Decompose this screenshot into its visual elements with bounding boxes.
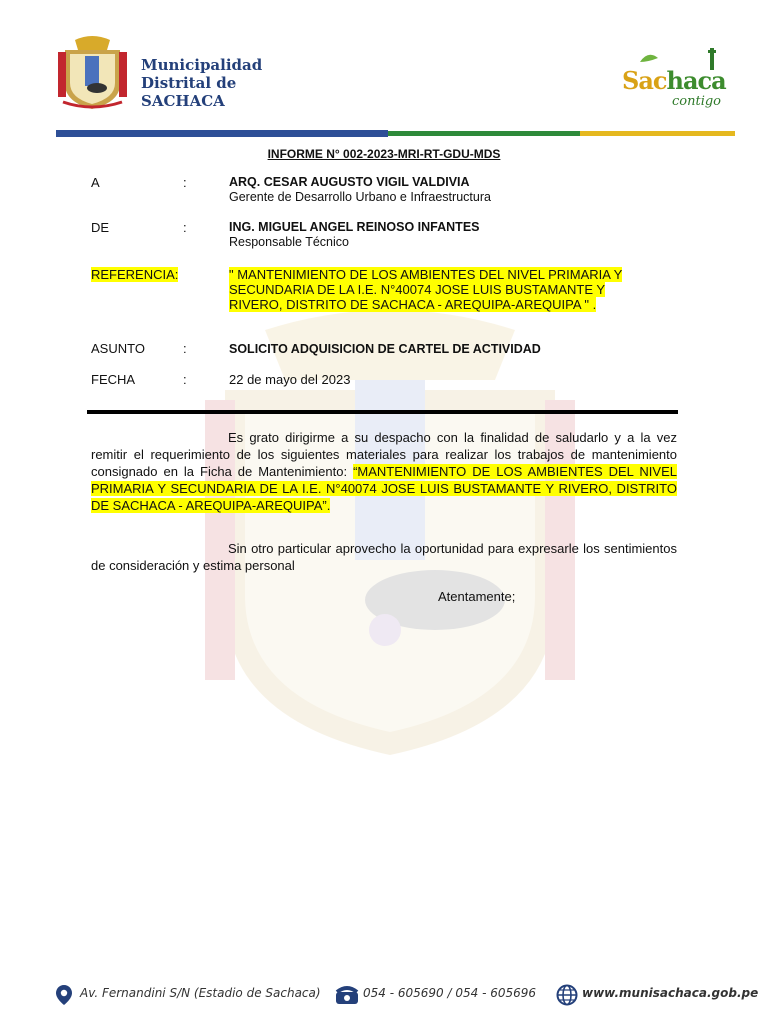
location-pin-icon: [53, 984, 75, 1006]
body-paragraph-1-text: Es grato dirigirme a su despacho con la finalidad de saludarlo y a la vez remitir el requerimiento de los siguientes materiales para realizar los trabajos de mantenimiento consignado en la Ficha de Mantenimiento:: [91, 430, 677, 479]
reference-line-1: " MANTENIMIENTO DE LOS AMBIENTES DEL NIVEL PRIMARIA Y: [229, 267, 623, 282]
globe-icon: [556, 984, 578, 1006]
subject-colon: :: [183, 341, 187, 356]
brand-wordmark: [622, 66, 726, 95]
watermark-crest: [205, 300, 575, 760]
from-block: [229, 220, 480, 250]
closing-text: Atentamente;: [438, 589, 516, 604]
header-stripe-green: [388, 131, 580, 136]
municipality-name-line2: Distrital de: [141, 74, 237, 92]
header-stripe-yellow: [580, 131, 735, 136]
to-position: Gerente de Desarrollo Urbano e Infraestructura: [229, 190, 491, 204]
body-paragraph-1: [91, 429, 677, 514]
header-stripe-blue: [56, 130, 388, 137]
to-label: A: [91, 175, 100, 190]
telephone-icon: [334, 984, 360, 1006]
footer-website[interactable]: www.munisachaca.gob.pe: [582, 986, 759, 1000]
date-colon: :: [183, 372, 187, 387]
brand-wordmark-part2: haca: [666, 66, 726, 95]
from-name: ING. MIGUEL ANGEL REINOSO INFANTES: [229, 220, 480, 234]
from-colon: :: [183, 220, 187, 235]
to-colon: :: [183, 175, 187, 190]
reference-label: REFERENCIA:: [91, 267, 179, 282]
to-block: [229, 175, 491, 205]
reference-value: [229, 267, 669, 312]
subject-value: SOLICITO ADQUISICION DE CARTEL DE ACTIVIDAD: [229, 342, 541, 356]
to-name: ARQ. CESAR AUGUSTO VIGIL VALDIVIA: [229, 175, 470, 189]
reference-line-3: RIVERO, DISTRITO DE SACHACA - AREQUIPA-AREQUIPA " .: [229, 297, 597, 312]
date-value: 22 de mayo del 2023: [229, 372, 351, 387]
reference-line-2: SECUNDARIA DE LA I.E. N°40074 JOSE LUIS BUSTAMANTE Y: [229, 282, 606, 297]
document-title: INFORME N° 002-2023-MRI-RT-GDU-MDS: [267, 147, 501, 161]
from-position: Responsable Técnico: [229, 235, 349, 249]
date-label: FECHA: [91, 372, 136, 387]
municipality-name-line3: SACHACA: [141, 92, 225, 110]
subject-label: ASUNTO: [91, 341, 145, 356]
separator-rule: [87, 410, 678, 414]
body-paragraph-1-highlight: “MANTENIMIENTO DE LOS AMBIENTES DEL NIVEL PRIMARIA Y SECUNDARIA DE LA I.E. N°40074 JOSE LUIS BUSTAMANTE Y RIVERO, DISTRITO DE SACHACA - AREQUIPA-AREQUIPA”.: [91, 464, 677, 513]
municipality-name-line1: Municipalidad: [141, 56, 263, 74]
municipality-name: [141, 56, 262, 110]
body-paragraph-2: Sin otro particular aprovecho la oportunidad para expresarle los sentimientos de consideración y estima personal: [91, 541, 677, 573]
footer-phones: 054 - 605690 / 054 - 605696: [363, 986, 537, 1000]
footer-address: Av. Fernandini S/N (Estadio de Sachaca): [80, 986, 321, 1000]
municipality-crest-logo: [55, 32, 130, 110]
brand-tagline: contigo: [672, 94, 722, 109]
brand-wordmark-part1: Sac: [622, 66, 667, 95]
from-label: DE: [91, 220, 110, 235]
